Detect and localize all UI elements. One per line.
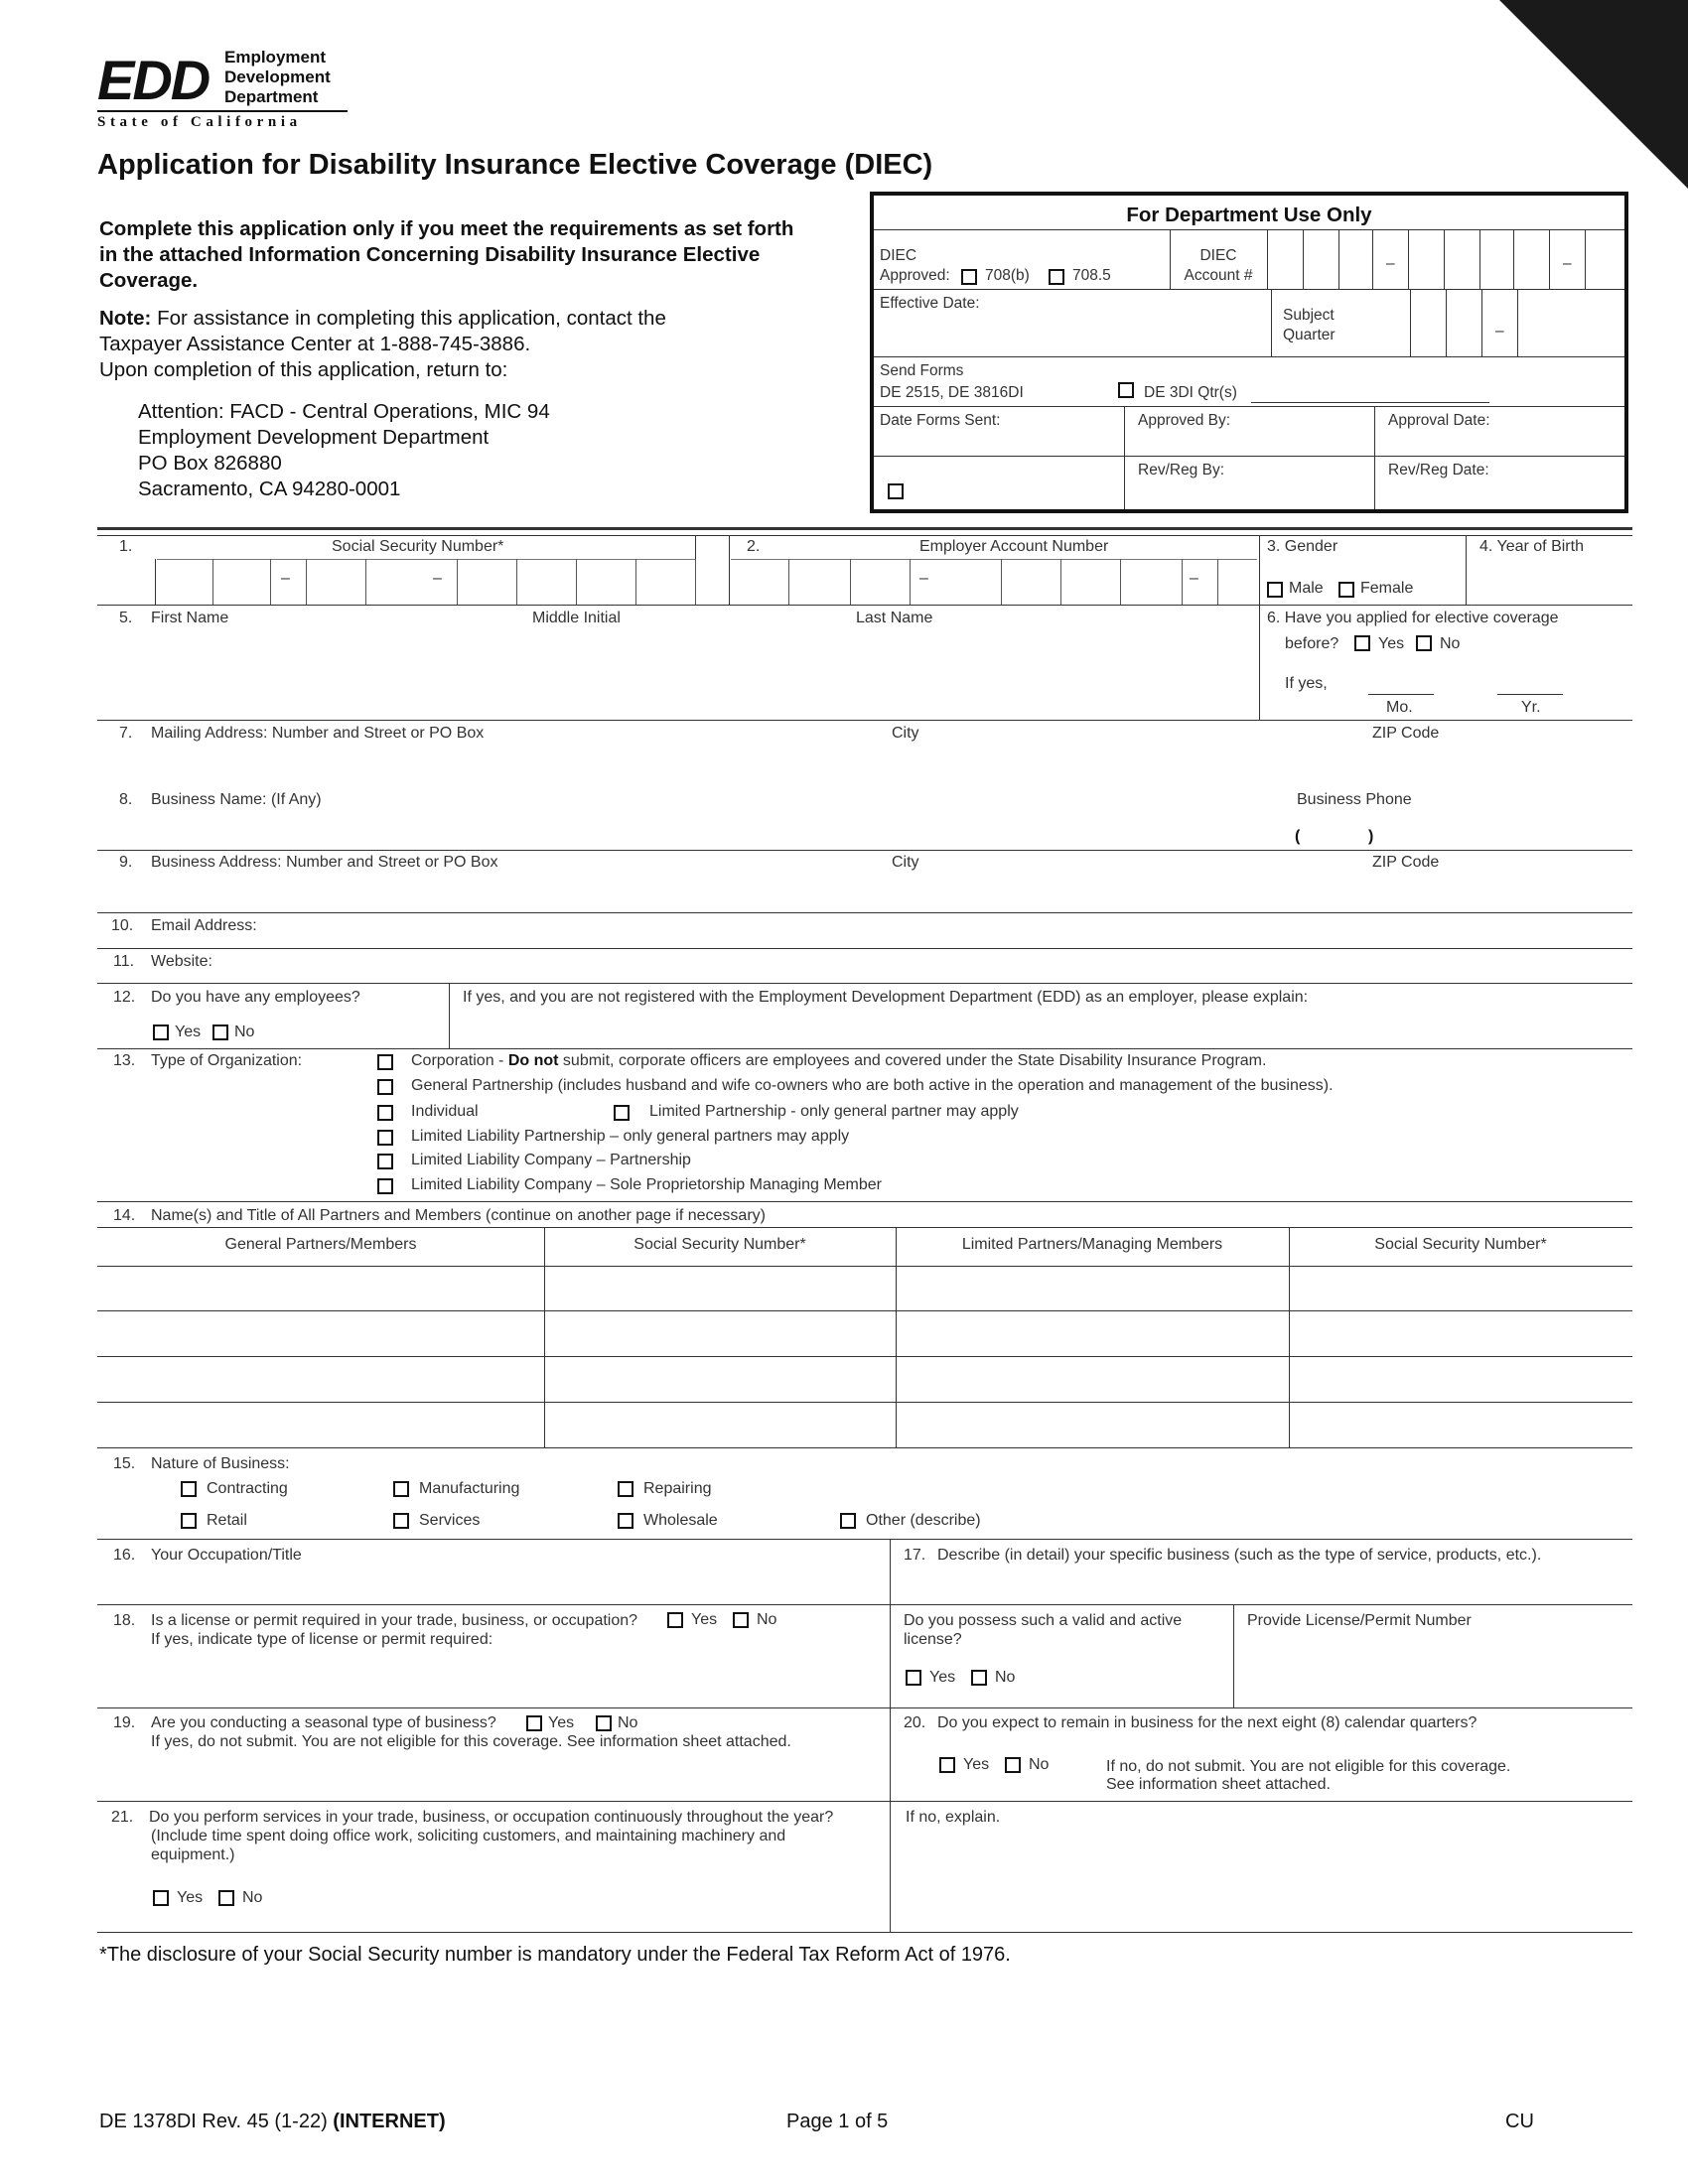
diec-label: DIEC bbox=[880, 247, 917, 264]
effective-date-label: Effective Date: bbox=[880, 295, 980, 312]
n4-label: 4. Year of Birth bbox=[1479, 538, 1584, 555]
col-ssn2-label: Social Security Number* bbox=[1374, 1236, 1547, 1253]
708b-checkbox[interactable] bbox=[961, 269, 977, 285]
cu-label: CU bbox=[1505, 2111, 1534, 2132]
col-limited-label: Limited Partners/Managing Members bbox=[961, 1236, 1223, 1253]
requirement-text: Complete this application only if you meet the requirements as set forth in the attached Information Concerning Disability Insurance Elective Coverage. bbox=[99, 217, 794, 292]
yes-label: Yes bbox=[177, 1889, 204, 1906]
describe-label: Describe (in detail) your specific business (such as the type of service, products, etc.). bbox=[937, 1547, 1542, 1564]
n7-label: 7. bbox=[119, 725, 133, 742]
n10-label: 10. bbox=[111, 917, 134, 934]
yes-label: Yes bbox=[963, 1756, 990, 1773]
n2-label: 2. bbox=[747, 538, 761, 555]
yes-label: Yes bbox=[548, 1714, 575, 1731]
ssn-label: Social Security Number* bbox=[332, 538, 504, 555]
de3di-label: DE 3DI Qtr(s) bbox=[1144, 384, 1237, 401]
seasonal-no-checkbox[interactable] bbox=[596, 1715, 612, 1731]
license-no-checkbox[interactable] bbox=[733, 1612, 749, 1628]
nature-label: Nature of Business: bbox=[151, 1455, 290, 1472]
manufacturing-checkbox[interactable] bbox=[393, 1481, 409, 1497]
yes-label: Yes bbox=[929, 1669, 956, 1686]
no-label: No bbox=[1029, 1756, 1050, 1773]
last-name-label: Last Name bbox=[856, 610, 933, 626]
continuous-no-checkbox[interactable] bbox=[218, 1890, 234, 1906]
business-phone-label: Business Phone bbox=[1297, 791, 1412, 808]
org-limited-label: Limited Partnership - only general partner may apply bbox=[649, 1103, 1019, 1120]
seasonal-label: Are you conducting a seasonal type of business? bbox=[151, 1714, 496, 1731]
city-label: City bbox=[892, 854, 919, 871]
ssn-disclosure: *The disclosure of your Social Security number is mandatory under the Federal Tax Reform Act of 1976. bbox=[99, 1944, 1011, 1966]
remain-yes-checkbox[interactable] bbox=[939, 1757, 955, 1773]
no-label: No bbox=[995, 1669, 1016, 1686]
retail-label: Retail bbox=[207, 1512, 247, 1529]
applied-yes-checkbox[interactable] bbox=[1354, 635, 1370, 651]
n9-label: 9. bbox=[119, 854, 133, 871]
employees-label: Do you have any employees? bbox=[151, 989, 360, 1006]
occupation-label: Your Occupation/Title bbox=[151, 1547, 302, 1564]
female-checkbox[interactable] bbox=[1338, 582, 1354, 598]
female-label: Female bbox=[1360, 580, 1414, 597]
other-label: Other (describe) bbox=[866, 1512, 981, 1529]
phone-paren-open-label: ( bbox=[1295, 828, 1301, 845]
remain-note1-label: If no, do not submit. You are not eligible for this coverage. bbox=[1106, 1758, 1511, 1775]
male-checkbox[interactable] bbox=[1267, 582, 1283, 598]
llc-partnership-checkbox[interactable] bbox=[377, 1154, 393, 1169]
possess-2-label: license? bbox=[904, 1631, 962, 1648]
approved-by-label: Approved By: bbox=[1138, 412, 1231, 429]
q6-label: 6. Have you applied for elective coverage bbox=[1267, 610, 1559, 626]
continuous-yes-checkbox[interactable] bbox=[153, 1890, 169, 1906]
corporation-label: Corporation - Do not submit, corporate officers are employees and covered under the State Disability Insurance Program. bbox=[411, 1052, 1267, 1069]
page-title: Application for Disability Insurance Elective Coverage (DIEC) bbox=[97, 149, 933, 181]
de3di-checkbox[interactable] bbox=[1118, 382, 1134, 398]
email-label: Email Address: bbox=[151, 917, 257, 934]
possess-1-label: Do you possess such a valid and active bbox=[904, 1612, 1183, 1629]
text-label: – bbox=[433, 570, 442, 587]
opt-708b-label: 708(b) bbox=[985, 267, 1030, 284]
department-use-box: For Department Use Only DIEC Approved: 708(b) 708.5 DIEC Account # – – Effective Date: Subject Quarter – Send Forms DE 2515, DE 3816DI DE 3DI Qtr(s) Date Forms Sent: Approved By: Approval Date: Rev/Reg By: Rev/Reg Date: bbox=[870, 192, 1628, 513]
n8-label: 8. bbox=[119, 791, 133, 808]
license-yes-checkbox[interactable] bbox=[667, 1612, 683, 1628]
individual-checkbox[interactable] bbox=[377, 1105, 393, 1121]
n18-label: 18. bbox=[113, 1612, 136, 1629]
employees-explain-label: If yes, and you are not registered with the Employment Development Department (EDD) as an employer, please explain: bbox=[463, 989, 1309, 1006]
retail-checkbox[interactable] bbox=[181, 1513, 197, 1529]
text-label: – bbox=[919, 570, 928, 587]
employer-account-label: Employer Account Number bbox=[919, 538, 1109, 555]
business-name-label: Business Name: (If Any) bbox=[151, 791, 322, 808]
applied-no-checkbox[interactable] bbox=[1416, 635, 1432, 651]
corner-mark bbox=[1499, 0, 1688, 189]
yes-label: Yes bbox=[691, 1611, 718, 1628]
general-partnership-checkbox[interactable] bbox=[377, 1079, 393, 1095]
opt-7085-label: 708.5 bbox=[1072, 267, 1111, 284]
no-label: No bbox=[757, 1611, 777, 1628]
remain-label: Do you expect to remain in business for the next eight (8) calendar quarters? bbox=[937, 1714, 1477, 1731]
services-checkbox[interactable] bbox=[393, 1513, 409, 1529]
col-general-label: General Partners/Members bbox=[224, 1236, 417, 1253]
license-number-label: Provide License/Permit Number bbox=[1247, 1612, 1472, 1629]
n19-label: 19. bbox=[113, 1714, 136, 1731]
license-type-label: If yes, indicate type of license or permit required: bbox=[151, 1631, 493, 1648]
llc-sole-checkbox[interactable] bbox=[377, 1178, 393, 1194]
possess-yes-checkbox[interactable] bbox=[906, 1670, 921, 1686]
text-label: – bbox=[1563, 255, 1572, 272]
manufacturing-label: Manufacturing bbox=[419, 1480, 520, 1497]
other-checkbox[interactable] bbox=[840, 1513, 856, 1529]
send-forms-list-label: DE 2515, DE 3816DI bbox=[880, 384, 1024, 401]
org-type-label: Type of Organization: bbox=[151, 1052, 303, 1069]
7085-checkbox[interactable] bbox=[1049, 269, 1064, 285]
partners-label: Name(s) and Title of All Partners and Members (continue on another page if necessary) bbox=[151, 1207, 766, 1224]
middle-initial-label: Middle Initial bbox=[532, 610, 621, 626]
llp-checkbox[interactable] bbox=[377, 1130, 393, 1146]
n3-label: 3. Gender bbox=[1267, 538, 1338, 555]
logo-text: EDD bbox=[97, 49, 210, 111]
state-label: State of California bbox=[97, 114, 302, 130]
n1-label: 1. bbox=[119, 538, 133, 555]
business-address-label: Business Address: Number and Street or PO Box bbox=[151, 854, 498, 871]
n17-label: 17. bbox=[904, 1547, 926, 1564]
n14-label: 14. bbox=[113, 1207, 136, 1224]
no-label: No bbox=[1440, 635, 1461, 652]
phone-paren-close-label: ) bbox=[1368, 828, 1374, 845]
services-label: Services bbox=[419, 1512, 481, 1529]
text-label: – bbox=[1386, 255, 1395, 272]
forms-sent-checkbox[interactable] bbox=[888, 483, 904, 499]
male-label: Male bbox=[1289, 580, 1324, 597]
possess-no-checkbox[interactable] bbox=[971, 1670, 987, 1686]
wholesale-checkbox[interactable] bbox=[618, 1513, 633, 1529]
org-general-label: General Partnership (includes husband and wife co-owners who are both active in the operation and management of the business). bbox=[411, 1077, 1334, 1094]
form-id: DE 1378DI Rev. 45 (1-22) (INTERNET) bbox=[99, 2111, 446, 2132]
repairing-checkbox[interactable] bbox=[618, 1481, 633, 1497]
col-ssn1-label: Social Security Number* bbox=[633, 1236, 806, 1253]
org-llp-label: Limited Liability Partnership – only general partners may apply bbox=[411, 1128, 850, 1145]
first-name-label: First Name bbox=[151, 610, 229, 626]
remain-note2-label: See information sheet attached. bbox=[1106, 1776, 1331, 1793]
rev-reg-date-label: Rev/Reg Date: bbox=[1388, 462, 1489, 478]
subject-label: Subject bbox=[1283, 307, 1335, 324]
license-q-label: Is a license or permit required in your trade, business, or occupation? bbox=[151, 1612, 638, 1629]
zip-label: ZIP Code bbox=[1372, 854, 1440, 871]
city-label: City bbox=[892, 725, 919, 742]
remain-no-checkbox[interactable] bbox=[1005, 1757, 1021, 1773]
mailing-address-label: Mailing Address: Number and Street or PO Box bbox=[151, 725, 485, 742]
account-label: Account # bbox=[1184, 267, 1253, 284]
n5-label: 5. bbox=[119, 610, 133, 626]
approved-label: Approved: bbox=[880, 267, 950, 284]
org-individual-label: Individual bbox=[411, 1103, 479, 1120]
n13-label: 13. bbox=[113, 1052, 136, 1069]
no-label: No bbox=[242, 1889, 263, 1906]
date-forms-sent-label: Date Forms Sent: bbox=[880, 412, 1001, 429]
contracting-checkbox[interactable] bbox=[181, 1481, 197, 1497]
contracting-label: Contracting bbox=[207, 1480, 288, 1497]
zip-label: ZIP Code bbox=[1372, 725, 1440, 742]
text-label: – bbox=[1190, 570, 1198, 587]
quarter-label: Quarter bbox=[1283, 327, 1336, 343]
mo-label: Mo. bbox=[1386, 699, 1413, 716]
n16-label: 16. bbox=[113, 1547, 136, 1564]
return-address: Attention: FACD - Central Operations, MIC 94 Employment Development Department PO Box 826880 Sacramento, CA 94280-0001 bbox=[138, 400, 550, 500]
approval-date-label: Approval Date: bbox=[1388, 412, 1490, 429]
n15-label: 15. bbox=[113, 1455, 136, 1472]
corporation-checkbox[interactable] bbox=[377, 1054, 393, 1070]
send-forms-label: Send Forms bbox=[880, 362, 964, 379]
n20-label: 20. bbox=[904, 1714, 926, 1731]
org-llc-s-label: Limited Liability Company – Sole Proprietorship Managing Member bbox=[411, 1176, 883, 1193]
continuous-3-label: equipment.) bbox=[151, 1846, 235, 1863]
note-text: Note: For assistance in completing this application, contact the Taxpayer Assistance Center at 1-888-745-3886. Upon completion of this application, return to: bbox=[99, 307, 666, 381]
n21-label: 21. bbox=[111, 1809, 134, 1826]
employees-yes-checkbox[interactable] bbox=[153, 1024, 169, 1040]
employees-no-checkbox[interactable] bbox=[212, 1024, 228, 1040]
if-no-explain-label: If no, explain. bbox=[906, 1809, 1001, 1826]
edd-logo: EDD Employment Development Department State of California bbox=[97, 44, 355, 139]
yr-label: Yr. bbox=[1521, 699, 1541, 716]
yes-label: Yes bbox=[1378, 635, 1405, 652]
page-number: Page 1 of 5 bbox=[786, 2111, 889, 2132]
rev-reg-by-label: Rev/Reg By: bbox=[1138, 462, 1225, 478]
continuous-1-label: Do you perform services in your trade, business, or occupation continuously throughout the year? bbox=[149, 1809, 834, 1826]
n11-label: 11. bbox=[113, 953, 135, 970]
q6b-label: before? bbox=[1285, 635, 1339, 652]
seasonal-yes-checkbox[interactable] bbox=[526, 1715, 542, 1731]
org-llc-p-label: Limited Liability Company – Partnership bbox=[411, 1152, 691, 1168]
text-label: – bbox=[281, 570, 290, 587]
repairing-label: Repairing bbox=[643, 1480, 712, 1497]
continuous-2-label: (Include time spent doing office work, soliciting customers, and maintaining machinery and bbox=[151, 1828, 786, 1844]
if-yes-label: If yes, bbox=[1285, 675, 1328, 692]
wholesale-label: Wholesale bbox=[643, 1512, 718, 1529]
n12-label: 12. bbox=[113, 989, 136, 1006]
website-label: Website: bbox=[151, 953, 212, 970]
diec2-label: DIEC bbox=[1199, 247, 1237, 264]
seasonal-note-label: If yes, do not submit. You are not eligible for this coverage. See information sheet attached. bbox=[151, 1733, 791, 1750]
yes-label: Yes bbox=[175, 1024, 202, 1040]
no-label: No bbox=[234, 1024, 255, 1040]
no-label: No bbox=[618, 1714, 638, 1731]
text-label: – bbox=[1495, 323, 1504, 340]
limited-partnership-checkbox[interactable] bbox=[614, 1105, 630, 1121]
